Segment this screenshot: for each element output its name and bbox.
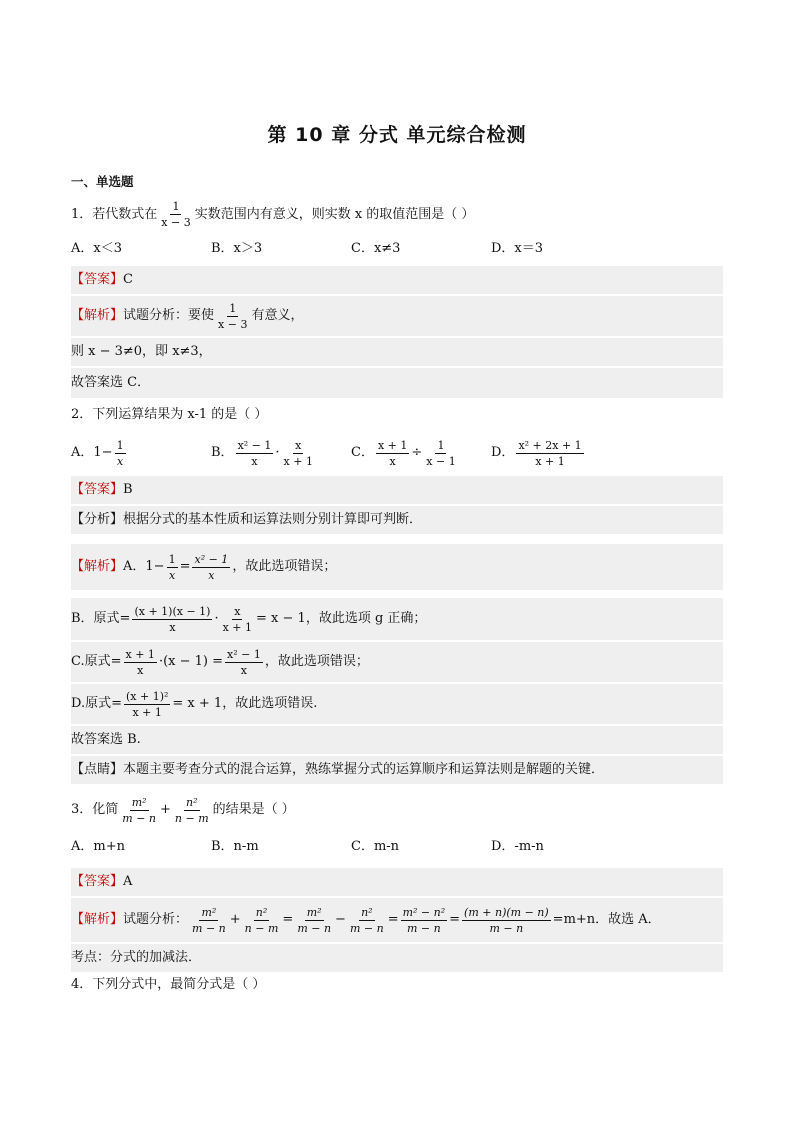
q1-answer: C: [123, 272, 133, 287]
page-title: 第 10 章 分式 单元综合检测: [267, 124, 527, 146]
q2-fenxi-row: [71, 506, 723, 534]
q2-option-a: A． 1− $\frac{1}{x}$: [71, 438, 124, 468]
q1-analysis-prefix: 试题分析：要使: [123, 308, 215, 323]
q2-sol-d: D.原式= $\frac{\text{(x + 1)²}}{x + 1}$ = x + 1 ，故此选项错误.: [71, 684, 723, 724]
q3-kaodian: 考点：分式的加减法．: [71, 944, 723, 972]
section-heading: 一、单选题: [71, 174, 134, 189]
q2-stem: 2．下列运算结果为 x-1 的是（ ）: [71, 407, 268, 422]
q2-option-d: D． $\frac{\text{x² + 2x + 1}}{x + 1}$: [491, 438, 582, 468]
q3-answer-row: 【答案】 A: [71, 868, 723, 896]
q3-analysis-row: 【解析】 试题分析： $\frac{\text{m²}}{m - n}$ + $\frac{\text{n²}}{n - m}$ = $\frac{\text{m²}}{m - n}$ − $\frac{\text{n²}}{m - n}$ = $\frac{\text{m² − n²}}{m - n}$ = $\frac{(m + n)(m - n)}{m - n}$ =m+n．故选 A．: [71, 898, 723, 942]
q1-option-b: B．x＞3: [211, 241, 263, 256]
q1-answer-row: [71, 266, 723, 294]
answer-tag: 【答案】: [71, 272, 124, 287]
q3-answer: A: [123, 874, 133, 889]
q2-option-b: B． $\frac{\text{x² − 1}}{x}$ · $\frac{x}{x + 1}$: [211, 438, 313, 468]
q1-option-d: D．x＝3: [491, 241, 544, 256]
q2-answer-row: 【答案】 B: [71, 476, 723, 504]
q1-stem-prefix: 1．若代数式在: [71, 206, 158, 222]
q2-fenxi-text: 根据分式的基本性质和运算法则分别计算即可判断．: [123, 512, 423, 527]
q2-options: [71, 435, 723, 471]
q3-option-c: C．m-n: [351, 839, 400, 854]
q2-sol-c: C.原式= $\frac{x + 1}{x}$ ·(x − 1) = $\frac{\text{x² − 1}}{x}$ ，故此选项错误；: [71, 642, 723, 682]
q1-frac-den: x − 3: [161, 216, 191, 229]
q2-dianjing-row: [71, 756, 723, 784]
q2-sol-a: 【解析】 A．1− $\frac{1}{x}$ = $\frac{\text{x² − 1}}{x}$ ，故此选项错误；: [71, 544, 723, 590]
q2-conclusion: 故答案选 B.: [71, 726, 723, 754]
q2-sol-b: B．原式= $\frac{(x + 1)(x - 1)}{x}$ · $\frac{x}{x + 1}$ = x − 1 ，故此选项 g 正确；: [71, 598, 723, 640]
q3-options: [71, 837, 723, 857]
q4-stem: 4．下列分式中，最简分式是（ ）: [71, 977, 266, 992]
q1-fraction: [159, 200, 192, 229]
q1-option-c: C．x≠3: [351, 241, 401, 256]
q3-option-d: D．-m-n: [491, 839, 544, 854]
q3-stem: 3．化简 $\frac{\text{m²}}{m - n}$ + $\frac{\text{n²}}{n - m}$ 的结果是（ ）: [71, 795, 295, 825]
q1-stem: [71, 200, 723, 229]
q2-answer: B: [123, 482, 133, 497]
q1-analysis-row: [71, 296, 723, 336]
q3-option-a: A．m+n: [71, 839, 125, 854]
dianjing-tag: 【点睛】: [71, 762, 124, 777]
q1-analysis-suffix: 有意义，: [251, 308, 304, 323]
q2-dianjing-text: 本题主要考查分式的混合运算，熟练掌握分式的运算顺序和运算法则是解题的关键．: [123, 762, 605, 777]
q3-option-b: B．n-m: [211, 839, 259, 854]
q1-analysis-line2: 则 x − 3≠0，即 x≠3，: [71, 338, 723, 366]
q1-options: [71, 239, 723, 259]
fenxi-tag: 【分析】: [71, 512, 124, 527]
q1-analysis-fraction: $\frac{1}{x - 3}$: [218, 301, 248, 331]
q2-option-c: C． $\frac{x + 1}{x}$ ÷ $\frac{1}{x - 1}$: [351, 438, 456, 468]
q1-option-a: A．x＜3: [71, 241, 122, 256]
analysis-tag: 【解析】: [71, 308, 124, 323]
q1-stem-suffix: 实数范围内有意义，则实数 x 的取值范围是（ ）: [194, 206, 475, 222]
q1-frac-num: 1: [172, 200, 180, 213]
q1-analysis-line3: 故答案选 C．: [71, 368, 723, 398]
